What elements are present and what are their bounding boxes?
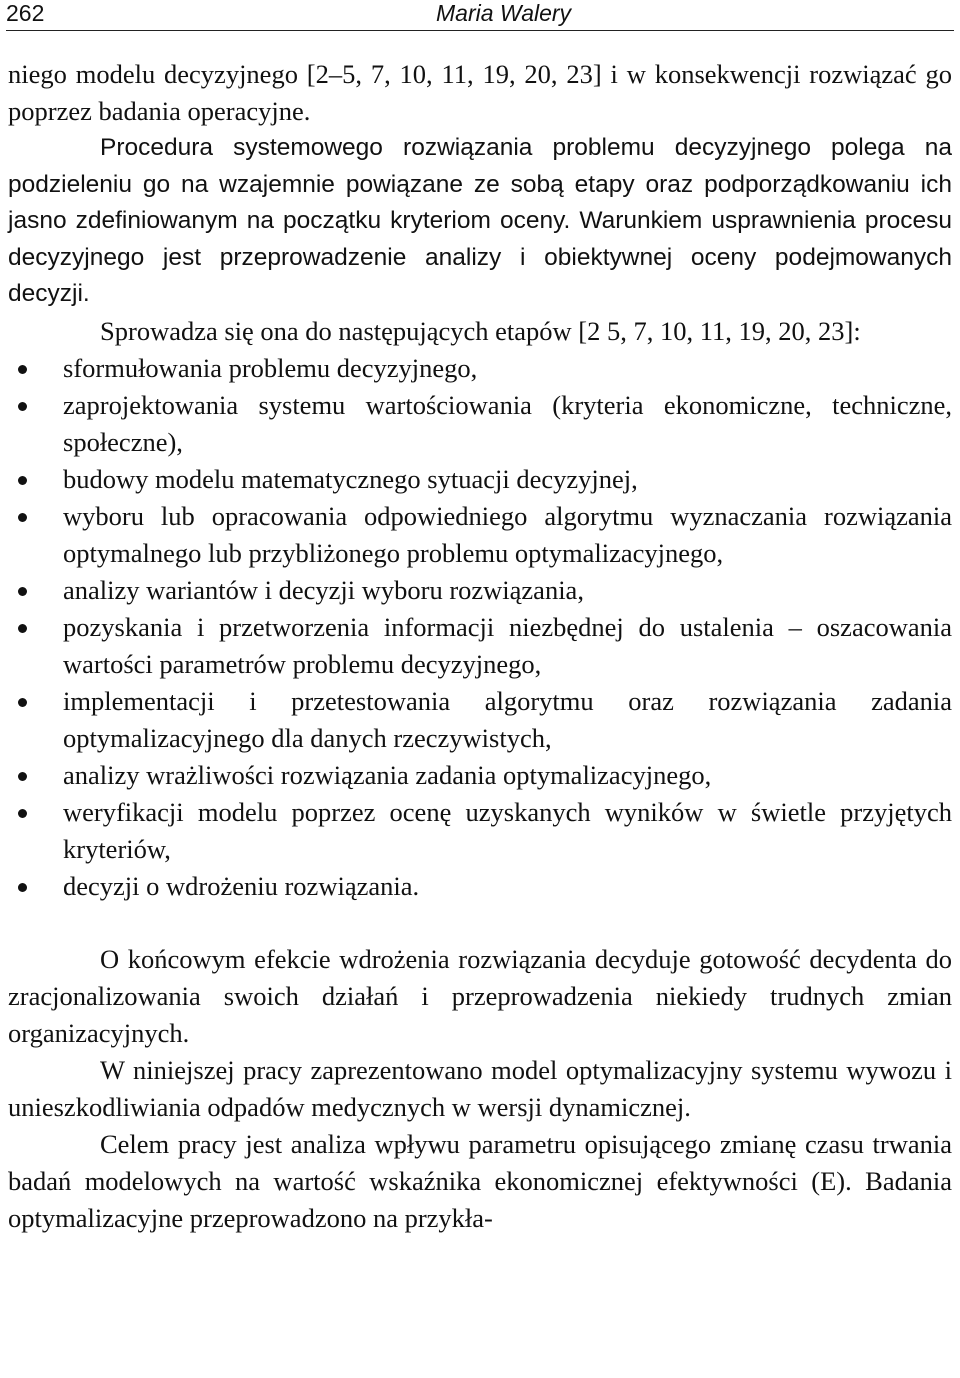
paragraph-4: O końcowym efekcie wdrożenia rozwiązania decyduje gotowość decydenta do zracjonalizowania swoich działań i przeprowadzenia niekiedy trudnych zmian organizacyjnych. bbox=[8, 943, 952, 1048]
page-number: 262 bbox=[6, 0, 45, 26]
list-item: pozyskania i przetworzenia informacji niezbędnej do ustalenia – oszacowania wartości parametrów problemu decyzyjnego, bbox=[8, 609, 952, 683]
body-text bbox=[8, 56, 952, 1237]
paragraph-2: Procedura systemowego rozwiązania problemu decyzyjnego polega na podzieleniu go na wzajemnie powiązane ze sobą etapy oraz podporządkowaniu ich jasno zdefiniowanym na początku kryteriom oceny. Warunkiem usprawnienia procesu decyzyjnego jest przeprowadzenie analizy i obiektywnej oceny podejmowanych decyzji. bbox=[8, 134, 952, 307]
paragraph-6: Celem pracy jest analiza wpływu parametru opisującego zmianę czasu trwania badań modelowych na wartość wskaźnika ekonomicznej efektywności (E). Badania optymalizacyjne przeprowadzono na przykła- bbox=[8, 1128, 952, 1233]
bullet-icon bbox=[18, 698, 27, 707]
bullet-icon bbox=[18, 365, 27, 374]
bullet-icon bbox=[18, 772, 27, 781]
paragraph-3: Sprowadza się ona do następujących etapów [2 5, 7, 10, 11, 19, 20, 23]: bbox=[100, 315, 861, 346]
running-head-author: Maria Walery bbox=[436, 0, 572, 26]
bullet-icon bbox=[18, 809, 27, 818]
bullet-icon bbox=[18, 476, 27, 485]
stage-list bbox=[8, 350, 952, 905]
bullet-icon bbox=[18, 624, 27, 633]
list-item: weryfikacji modelu poprzez ocenę uzyskanych wyników w świetle przyjętych kryteriów, bbox=[8, 794, 952, 868]
bullet-icon bbox=[18, 883, 27, 892]
list-item: analizy wariantów i decyzji wyboru rozwiązania, bbox=[8, 572, 952, 609]
bullet-icon bbox=[18, 587, 27, 596]
bullet-icon bbox=[18, 513, 27, 522]
list-item: implementacji i przetestowania algorytmu oraz rozwiązania zadania optymalizacyjnego dla danych rzeczywistych, bbox=[8, 683, 952, 757]
list-item: wyboru lub opracowania odpowiedniego algorytmu wyznaczania rozwiązania optymalnego lub przybliżonego problemu optymalizacyjnego, bbox=[8, 498, 952, 572]
running-header bbox=[6, 0, 954, 31]
paragraph-1: niego modelu decyzyjnego [2–5, 7, 10, 11, 19, 20, 23] i w konsekwencji rozwiązać go poprzez badania operacyjne. bbox=[8, 59, 952, 126]
section-gap bbox=[8, 905, 952, 941]
list-item: sformułowania problemu decyzyjnego, bbox=[8, 350, 952, 387]
list-item: budowy modelu matematycznego sytuacji decyzyjnej, bbox=[8, 461, 952, 498]
paragraph-5: W niniejszej pracy zaprezentowano model optymalizacyjny systemu wywozu i unieszkodliwiania odpadów medycznych w wersji dynamicznej. bbox=[8, 1054, 952, 1122]
list-item: analizy wrażliwości rozwiązania zadania optymalizacyjnego, bbox=[8, 757, 952, 794]
list-item: decyzji o wdrożeniu rozwiązania. bbox=[8, 868, 952, 905]
bullet-icon bbox=[18, 402, 27, 411]
list-item: zaprojektowania systemu wartościowania (kryteria ekonomiczne, techniczne, społeczne), bbox=[8, 387, 952, 461]
sans-section bbox=[8, 130, 952, 313]
